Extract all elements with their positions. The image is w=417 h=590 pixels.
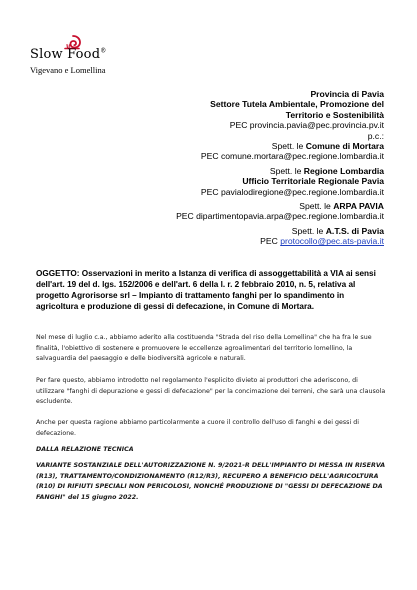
- recipient-regione-lombardia: [201, 166, 384, 197]
- recipient-line: Provincia di Pavia: [310, 89, 384, 99]
- recipient-line: Spett. le Regione Lombardia: [269, 166, 384, 176]
- pec-link[interactable]: protocollo@pec.ats-pavia.it: [280, 236, 384, 247]
- recipient-line: Ufficio Territoriale Regionale Pavia: [242, 176, 384, 187]
- recipient-comune-mortara: [201, 141, 384, 162]
- slow-food-logo: [30, 28, 160, 78]
- body-paragraph: Per fare questo, abbiamo introdotto nel regolamento l'esplicito divieto ai produttori che aderiscono, di utilizzare "fanghi di depurazione e gessi di defecazione" per la concimazione dei terreni, che sarà una clausola escludente.: [36, 377, 386, 406]
- recipient-arpa-pavia: [176, 201, 384, 222]
- body-paragraph: Nel mese di luglio c.a., abbiamo aderito alla costituenda "Strada del riso della Lomellina" che ha fra le sue finalità, l'obiettivo di sostenere e promuovere le eccellenze agroalimentari del territorio lomellino, la salvaguardia del paesaggio e delle biodiversità agricole e naturali.: [36, 334, 372, 363]
- pec-address: PEC dipartimentopavia.arpa@pec.regione.lombardia.it: [176, 211, 384, 222]
- recipient-ats-pavia: [260, 226, 384, 247]
- recipient-line: Spett. le ARPA PAVIA: [299, 201, 384, 211]
- logo-subtitle: Vigevano e Lomellina: [30, 65, 106, 75]
- pec-address: PEC comune.mortara@pec.regione.lombardia.it: [200, 151, 384, 162]
- recipient-line: Spett. le A.T.S. di Pavia: [291, 226, 384, 236]
- recipient-provincia-pavia: [210, 89, 384, 141]
- cc-label: p.c.:: [367, 130, 384, 141]
- body-paragraph: Anche per questa ragione abbiamo particolarmente a cuore il controllo dell'uso di fanghi e dei gessi di defecazione.: [36, 419, 359, 437]
- subject-heading: OGGETTO: Osservazioni in merito a Istanza di verifica di assoggettabilità a VIA ai sensi dell'art. 19 del d. lgs. 152/2006 e dell'art. 6 della l. r. 2 febbraio 2010, n. 5, relativa al progetto Agrorisorse srl – Impianto di trattamento fanghi per lo spandimento in agricoltura e produzione di gessi di defecazione, in Comune di Mortara.: [36, 269, 376, 311]
- section-heading: DALLA RELAZIONE TECNICA: [36, 446, 134, 453]
- logo-title: Slow Food®: [30, 47, 107, 62]
- pec-address: PEC provincia.pavia@pec.provincia.pv.it: [229, 120, 384, 131]
- pec-address: PEC protocollo@pec.ats-pavia.it: [260, 236, 384, 247]
- pec-address: PEC pavialodiregione@pec.regione.lombardia.it: [200, 186, 384, 197]
- recipient-line: Spett. le Comune di Mortara: [271, 141, 384, 151]
- technical-report-title: VARIANTE SOSTANZIALE DELL'AUTORIZZAZIONE N. 9/2021-R DELL'IMPIANTO DI MESSA IN RISERVA (R13), TRATTAMENTO/CONDIZIONAMENTO (R12/R3), RECUPERO A BENEFICIO DELL'AGRICOLTURA (R10) DI RIFIUTI SPECIALI NON PERICOLOSI, NONCHÉ PRODUZIONE DI "GESSI DI DEFECAZIONE DA FANGHI" del 15 giugno 2022.: [36, 462, 386, 501]
- recipient-line: Settore Tutela Ambientale, Promozione del: [210, 99, 384, 110]
- recipient-line: Territorio e Sostenibilità: [285, 109, 384, 120]
